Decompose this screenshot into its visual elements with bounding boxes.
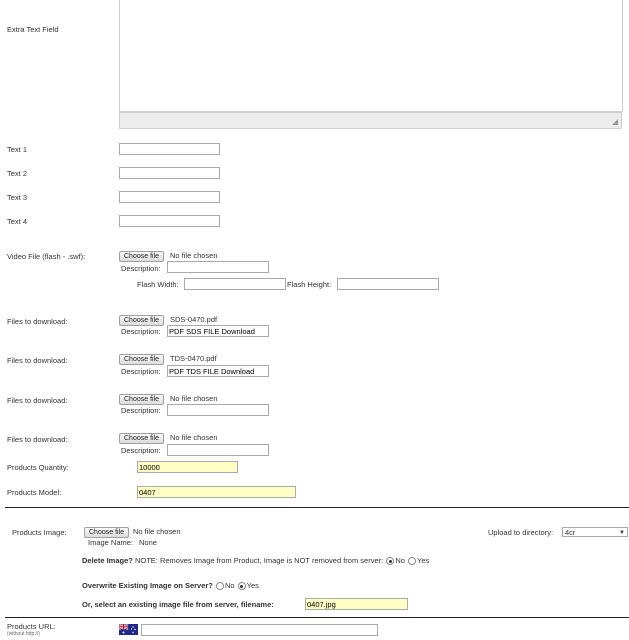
download3-description-input[interactable] bbox=[167, 404, 269, 416]
flash-width-input[interactable] bbox=[184, 278, 286, 290]
image-file-status: No file chosen bbox=[133, 527, 181, 536]
text2-input[interactable] bbox=[119, 167, 220, 179]
overwrite-no-radio[interactable] bbox=[216, 582, 224, 590]
image-label: Products Image: bbox=[12, 528, 67, 537]
delete-yes-label: Yes bbox=[417, 556, 430, 565]
text2-label: Text 2 bbox=[7, 169, 28, 178]
directory-value: 4cr bbox=[565, 528, 576, 537]
video-description-input[interactable] bbox=[167, 261, 269, 273]
text4-label: Text 4 bbox=[7, 217, 28, 226]
model-label: Products Model: bbox=[7, 488, 62, 497]
download2-filename: TDS-0470.pdf bbox=[170, 354, 217, 363]
download3-choose-file-button[interactable]: Choose file bbox=[119, 394, 164, 405]
divider bbox=[5, 507, 629, 508]
directory-select[interactable] bbox=[562, 527, 628, 537]
download1-description-input[interactable] bbox=[167, 325, 269, 337]
download1-label: Files to download: bbox=[7, 317, 68, 326]
overwrite-no-label: No bbox=[224, 581, 235, 590]
download4-choose-file-button[interactable]: Choose file bbox=[119, 433, 164, 444]
download2-description-input[interactable] bbox=[167, 365, 269, 377]
download2-label: Files to download: bbox=[7, 356, 68, 365]
flash-height-input[interactable] bbox=[337, 278, 439, 290]
download4-label: Files to download: bbox=[7, 435, 68, 444]
textarea-footer bbox=[119, 112, 622, 129]
delete-image-row bbox=[82, 556, 429, 565]
delete-image-note: NOTE: Removes Image from Product, Image is NOT removed from server: bbox=[134, 556, 384, 565]
image-name-value: None bbox=[139, 538, 157, 547]
flash-height-label: Flash Height: bbox=[287, 280, 332, 289]
existing-filename-input[interactable] bbox=[305, 598, 408, 610]
text3-label: Text 3 bbox=[7, 193, 28, 202]
model-input[interactable] bbox=[137, 486, 296, 498]
download1-choose-file-button[interactable]: Choose file bbox=[119, 315, 164, 326]
download3-description-label: Description: bbox=[121, 406, 161, 415]
image-name-label: Image Name: bbox=[88, 538, 134, 547]
overwrite-row bbox=[82, 581, 259, 590]
url-input[interactable] bbox=[141, 624, 378, 636]
video-file-label: Video File (flash - .swf): bbox=[7, 252, 86, 261]
extra-text-textarea[interactable] bbox=[119, 0, 623, 112]
download3-label: Files to download: bbox=[7, 396, 68, 405]
download2-description-label: Description: bbox=[121, 367, 161, 376]
download3-filename: No file chosen bbox=[170, 394, 218, 403]
text1-input[interactable] bbox=[119, 143, 220, 155]
extra-text-label: Extra Text Field bbox=[7, 25, 59, 34]
quantity-input[interactable] bbox=[137, 461, 238, 473]
text4-input[interactable] bbox=[119, 215, 220, 227]
download2-choose-file-button[interactable]: Choose file bbox=[119, 354, 164, 365]
video-file-status: No file chosen bbox=[170, 251, 218, 260]
upload-directory-label: Upload to directory: bbox=[488, 528, 554, 537]
download4-filename: No file chosen bbox=[170, 433, 218, 442]
text3-input[interactable] bbox=[119, 191, 220, 203]
download4-description-input[interactable] bbox=[167, 444, 269, 456]
resize-grip-icon[interactable] bbox=[612, 119, 618, 125]
overwrite-yes-label: Yes bbox=[246, 581, 259, 590]
image-choose-file-button[interactable]: Choose file bbox=[84, 527, 129, 538]
download1-description-label: Description: bbox=[121, 327, 161, 336]
text1-label: Text 1 bbox=[7, 145, 28, 154]
chevron-down-icon: ▼ bbox=[619, 530, 625, 536]
url-label: Products URL: bbox=[7, 622, 56, 631]
video-choose-file-button[interactable]: Choose file bbox=[119, 251, 164, 262]
video-description-label: Description: bbox=[121, 264, 161, 273]
divider bbox=[5, 617, 629, 618]
delete-no-radio[interactable] bbox=[386, 557, 394, 565]
overwrite-label: Overwrite Existing Image on Server? bbox=[82, 581, 213, 590]
delete-yes-radio[interactable] bbox=[408, 557, 416, 565]
delete-image-label: Delete Image? bbox=[82, 556, 133, 565]
download4-description-label: Description: bbox=[121, 446, 161, 455]
overwrite-yes-radio[interactable] bbox=[238, 582, 246, 590]
australia-flag-icon bbox=[119, 624, 138, 635]
url-hint: (without http://) bbox=[7, 631, 41, 637]
flash-width-label: Flash Width: bbox=[137, 280, 179, 289]
quantity-label: Products Quantity: bbox=[7, 463, 69, 472]
download1-filename: SDS-0470.pdf bbox=[170, 315, 218, 324]
select-existing-label: Or, select an existing image file from server, filename: bbox=[82, 600, 274, 609]
delete-no-label: No bbox=[395, 556, 405, 565]
